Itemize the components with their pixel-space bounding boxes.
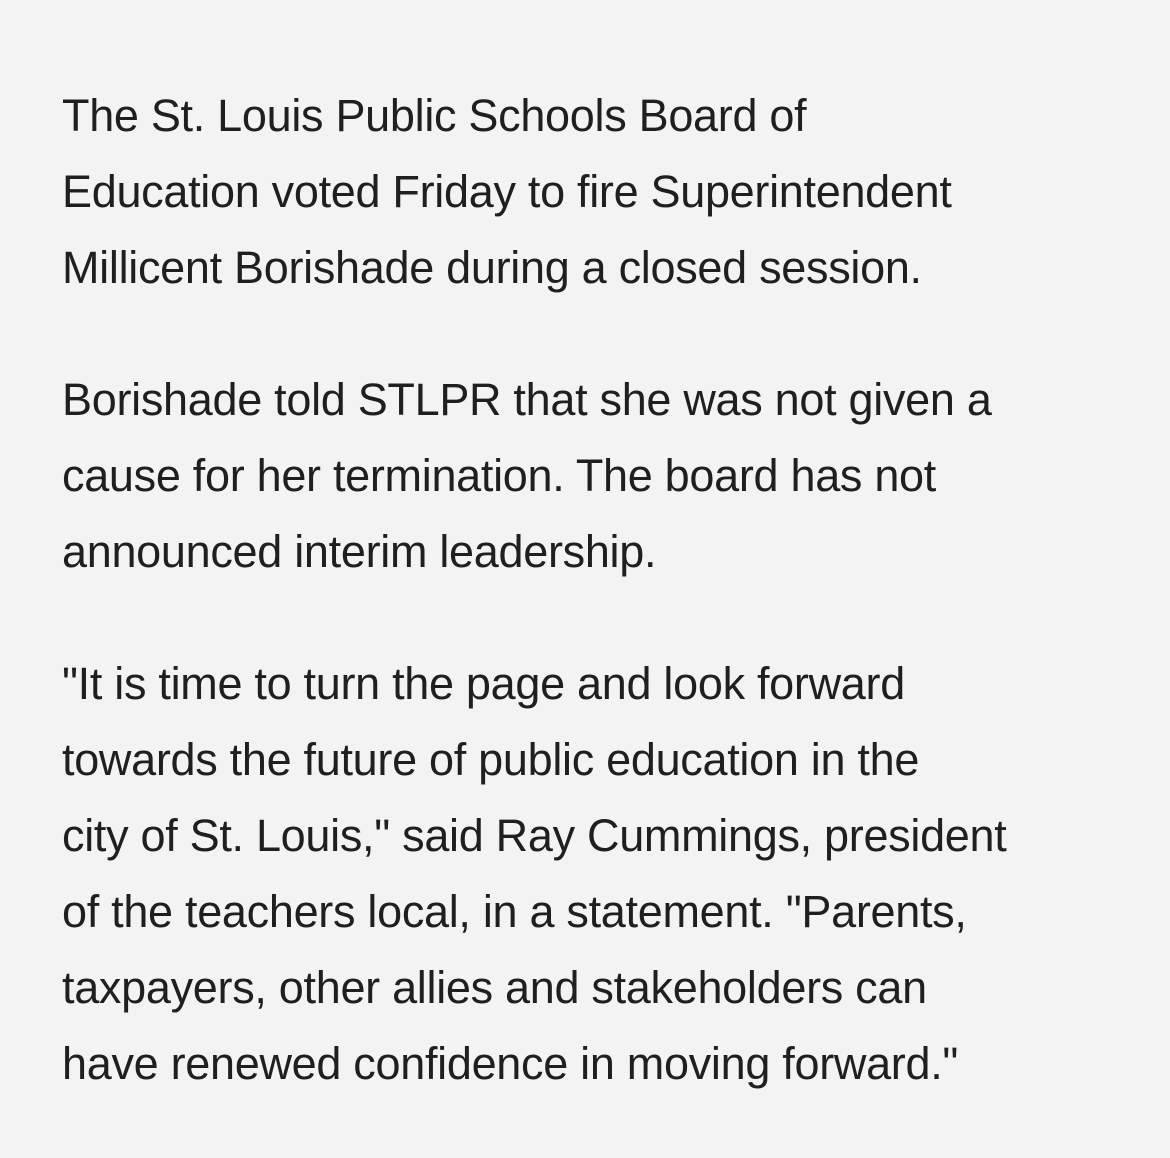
text-line: The St. Louis Public Schools Board of [62, 90, 807, 141]
paragraph-union-quote [62, 646, 1122, 1102]
text-line: city of St. Louis," said Ray Cummings, president [62, 810, 1007, 861]
article-body [62, 78, 1122, 1158]
text-line: cause for her termination. The board has not [62, 450, 936, 501]
text-line: announced interim leadership. [62, 526, 657, 577]
text-line: "It is time to turn the page and look forward [62, 658, 905, 709]
text-line: Borishade told STLPR that she was not given a [62, 374, 992, 425]
text-line: Millicent Borishade during a closed session. [62, 242, 922, 293]
text-line: towards the future of public education in the [62, 734, 920, 785]
paragraph-firing-announcement [62, 78, 1122, 306]
paragraph-no-cause [62, 362, 1122, 590]
text-line: of the teachers local, in a statement. "Parents, [62, 886, 967, 937]
text-line: have renewed confidence in moving forward." [62, 1038, 959, 1089]
text-line: taxpayers, other allies and stakeholders can [62, 962, 927, 1013]
text-line: Education voted Friday to fire Superintendent [62, 166, 952, 217]
